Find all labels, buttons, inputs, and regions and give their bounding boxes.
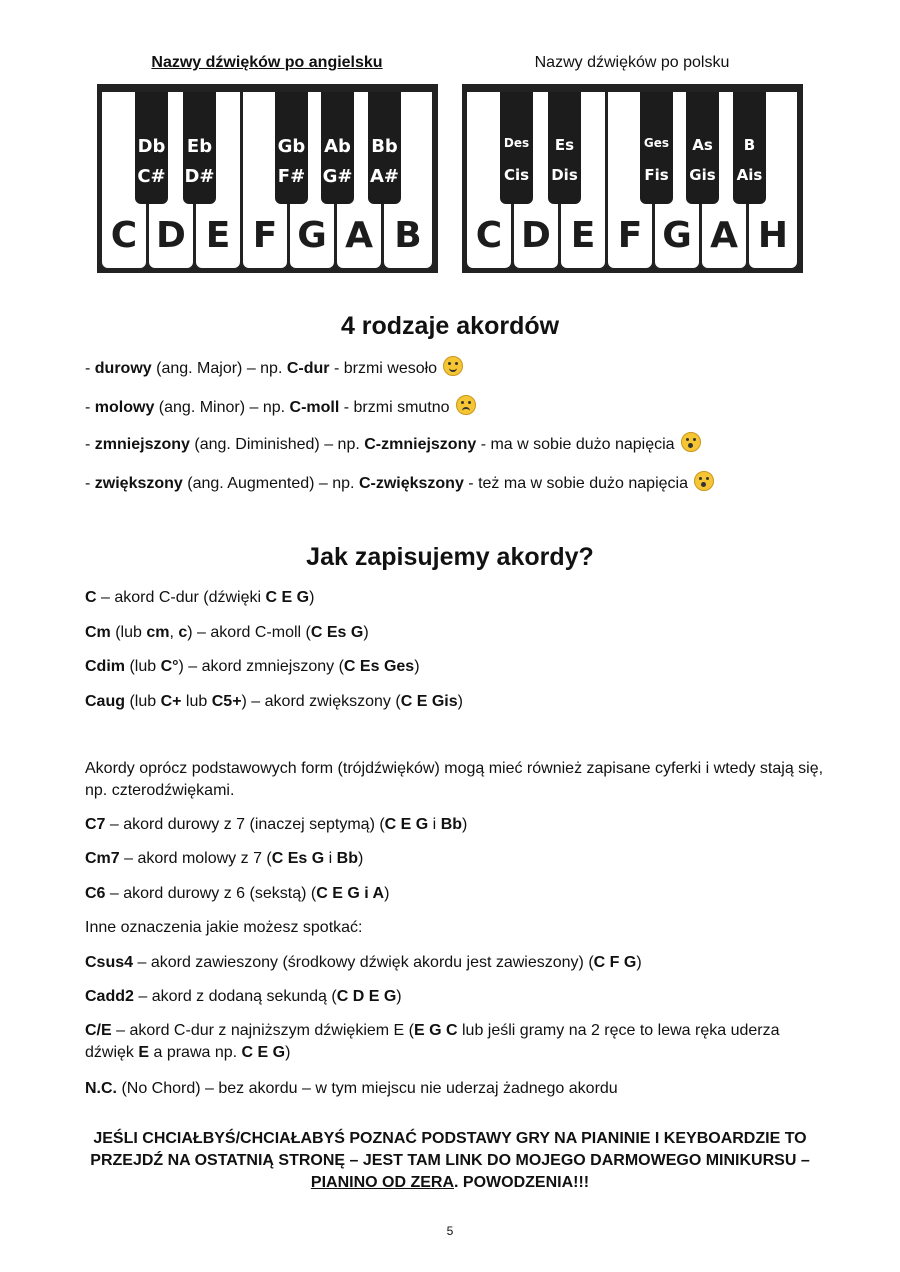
notes: E G C <box>413 1022 458 1039</box>
white-key-label: D <box>521 215 551 256</box>
black-key-flat-label: Gb <box>277 136 306 157</box>
polish-keyboard <box>462 84 803 273</box>
text: ) <box>363 624 369 641</box>
text: ) <box>462 816 468 833</box>
text: lub <box>181 693 212 710</box>
black-key-sharp-label: Dis <box>551 166 578 184</box>
white-key-label: H <box>757 215 789 256</box>
text: (lub <box>125 658 161 675</box>
black-key-flat-label: As <box>692 136 713 154</box>
black-key-sharp-label: Ais <box>736 166 763 184</box>
text: ) <box>396 988 402 1005</box>
text: ) <box>636 954 642 971</box>
text: – akord durowy z 7 (inaczej septymą) ( <box>105 816 385 833</box>
text: – akord z dodaną sekundą ( <box>133 988 337 1005</box>
notes: Bb <box>440 816 463 833</box>
black-key <box>500 92 533 204</box>
text: ) <box>358 850 364 867</box>
notes: C Es Ges <box>343 658 415 675</box>
black-key-flat-label: Ges <box>643 136 670 150</box>
text: – akord zawieszony (środkowy dźwięk akordu jest zawieszony) ( <box>133 954 594 971</box>
notes: C E G i A <box>316 885 385 902</box>
text: ) – akord C-moll ( <box>187 624 311 641</box>
text: ) – akord zwiększony ( <box>241 693 401 710</box>
chord-notation-heading: Jak zapisujemy akordy? <box>306 543 594 571</box>
item-dash: - <box>85 360 95 377</box>
item-text: - brzmi smutno <box>339 399 450 416</box>
black-key <box>548 92 581 204</box>
item-term: zwiększony <box>94 475 183 492</box>
item-term: molowy <box>94 399 155 416</box>
text: a prawa np. <box>149 1044 242 1061</box>
white-key-label: F <box>252 215 278 256</box>
symbol: C/E <box>85 1022 112 1039</box>
english-keyboard-title: Nazwy dźwięków po angielsku <box>151 54 383 71</box>
chord-type-item <box>85 471 714 495</box>
black-key-sharp-label: A# <box>369 166 399 187</box>
white-key-label: G <box>297 215 327 256</box>
black-key-flat-label: Es <box>554 136 575 154</box>
item-dash: - <box>85 475 95 492</box>
notes: C E G <box>265 589 310 606</box>
item-example: C-moll <box>289 399 340 416</box>
notation-line <box>85 587 314 609</box>
notes: C E G <box>384 816 429 833</box>
text: (No Chord) – bez akordu – w tym miejscu nie uderzaj żadnego akordu <box>117 1080 618 1097</box>
white-key-label: G <box>662 215 692 256</box>
text: – akord molowy z 7 ( <box>119 850 272 867</box>
black-key-sharp-label: Fis <box>644 166 669 184</box>
notes: C Es G <box>271 850 325 867</box>
black-key-flat-label: Eb <box>186 136 213 157</box>
surprised-face-icon <box>681 432 701 452</box>
text: lub jeśli gramy na 2 ręce to lewa ręka uderza dźwięk <box>85 1022 780 1061</box>
symbol: Cm <box>85 624 111 641</box>
text: (lub <box>110 624 147 641</box>
text: ) <box>309 589 315 606</box>
white-key-label: A <box>345 215 373 256</box>
white-key-label: D <box>156 215 186 256</box>
english-keyboard <box>97 84 438 273</box>
smiling-face-icon <box>443 356 463 376</box>
black-key <box>733 92 766 204</box>
text: – akord C-dur (dźwięki <box>96 589 266 606</box>
item-example: C-zmniejszony <box>364 436 477 453</box>
item-text: - ma w sobie dużo napięcia <box>476 436 675 453</box>
item-text: (ang. Minor) – np. <box>154 399 290 416</box>
item-example: C-dur <box>286 360 330 377</box>
text: ) <box>457 693 463 710</box>
polish-keyboard-title: Nazwy dźwięków po polsku <box>534 54 730 71</box>
white-key-label: C <box>475 215 503 256</box>
item-text: (ang. Diminished) – np. <box>189 436 365 453</box>
symbol-alt: C+ <box>160 693 182 710</box>
text: , <box>169 624 179 641</box>
white-key-label: E <box>205 215 231 256</box>
notation-line <box>85 952 642 974</box>
chord-type-item <box>85 356 463 380</box>
sad-face-icon <box>456 395 476 415</box>
black-key <box>183 92 216 204</box>
notation-line <box>85 1020 815 1064</box>
text: ) <box>285 1044 291 1061</box>
other-notations-label: Inne oznaczenia jakie możesz spotkać: <box>85 919 363 936</box>
white-key-label: B <box>394 215 422 256</box>
notes: C E G <box>241 1044 286 1061</box>
black-key-flat-label: Des <box>503 136 530 150</box>
item-text: - też ma w sobie dużo napięcia <box>463 475 688 492</box>
item-dash: - <box>85 399 95 416</box>
symbol: Cm7 <box>85 850 120 867</box>
notes: C F G <box>593 954 637 971</box>
black-key-sharp-label: D# <box>184 166 215 187</box>
black-key <box>368 92 401 204</box>
notation-line <box>85 883 389 905</box>
black-key <box>640 92 673 204</box>
item-term: zmniejszony <box>94 436 190 453</box>
white-key-label: E <box>570 215 596 256</box>
notation-line <box>85 848 363 870</box>
notation-line <box>85 814 467 836</box>
black-key <box>275 92 308 204</box>
notes: Bb <box>336 850 358 867</box>
surprised-face-icon <box>694 471 714 491</box>
black-key <box>321 92 354 204</box>
page-number: 5 <box>446 1224 454 1238</box>
text: ) – akord zmniejszony ( <box>178 658 344 675</box>
black-key-sharp-label: F# <box>277 166 306 187</box>
text: i <box>428 816 441 833</box>
symbol: C6 <box>85 885 106 902</box>
footer-cta <box>80 1128 820 1194</box>
symbol-alt: c <box>178 624 188 641</box>
item-text: (ang. Major) – np. <box>151 360 287 377</box>
black-key <box>135 92 168 204</box>
symbol: Cadd2 <box>85 988 134 1005</box>
black-key-flat-label: Db <box>137 136 166 157</box>
item-dash: - <box>85 436 95 453</box>
symbol-alt: C° <box>160 658 179 675</box>
course-link[interactable]: PIANINO OD ZERA <box>310 1174 455 1191</box>
notation-line <box>85 691 463 713</box>
symbol: N.C. <box>85 1080 117 1097</box>
item-term: durowy <box>94 360 152 377</box>
intro-paragraph: Akordy oprócz podstawowych form (trójdźwięków) mogą mieć również zapisane cyferki i wtedy stają się, np. czterodźwiękami. <box>85 760 824 799</box>
white-key-label: A <box>710 215 738 256</box>
text: – akord durowy z 6 (sekstą) ( <box>105 885 317 902</box>
chord-type-item <box>85 432 701 456</box>
symbol-alt: cm <box>146 624 170 641</box>
symbol-alt: C5+ <box>211 693 242 710</box>
notes: C E Gis <box>400 693 458 710</box>
black-key-sharp-label: Cis <box>503 166 530 184</box>
black-key-flat-label: B <box>743 136 756 154</box>
black-key-sharp-label: G# <box>322 166 353 187</box>
white-key-label: F <box>617 215 643 256</box>
footer-text: . POWODZENIA!!! <box>454 1174 590 1191</box>
white-key-label: C <box>110 215 138 256</box>
item-text: (ang. Augmented) – np. <box>182 475 359 492</box>
symbol: Csus4 <box>85 954 134 971</box>
symbol: Caug <box>85 693 125 710</box>
notes: C Es G <box>310 624 364 641</box>
black-key-sharp-label: Gis <box>689 166 716 184</box>
notation-line <box>85 656 420 678</box>
black-key-flat-label: Ab <box>324 136 351 157</box>
notation-line <box>85 1078 618 1100</box>
item-text: - brzmi wesoło <box>329 360 438 377</box>
item-example: C-zwiększony <box>358 475 464 492</box>
notation-line <box>85 622 369 644</box>
symbol: C7 <box>85 816 106 833</box>
text: ) <box>414 658 420 675</box>
text: i <box>324 850 337 867</box>
chord-types-heading: 4 rodzaje akordów <box>340 312 560 340</box>
black-key-sharp-label: C# <box>137 166 166 187</box>
symbol: Cdim <box>85 658 125 675</box>
black-key-flat-label: Bb <box>371 136 398 157</box>
notes: C D E G <box>336 988 397 1005</box>
text: ) <box>384 885 390 902</box>
text: – akord C-dur z najniższym dźwiękiem E ( <box>111 1022 414 1039</box>
notation-line <box>85 986 402 1008</box>
footer-text: JEŚLI CHCIAŁBYŚ/CHCIAŁABYŚ POZNAĆ PODSTAWY GRY NA PIANINIE I KEYBOARDZIE TO PRZEJDŹ NA OSTATNIĄ STRONĘ – JEST TAM LINK DO MOJEGO DARMOWEGO MINIKURSU – <box>90 1130 810 1169</box>
notes: E <box>138 1044 150 1061</box>
symbol: C <box>85 589 97 606</box>
text: (lub <box>125 693 161 710</box>
black-key <box>686 92 719 204</box>
chord-type-item <box>85 395 476 419</box>
